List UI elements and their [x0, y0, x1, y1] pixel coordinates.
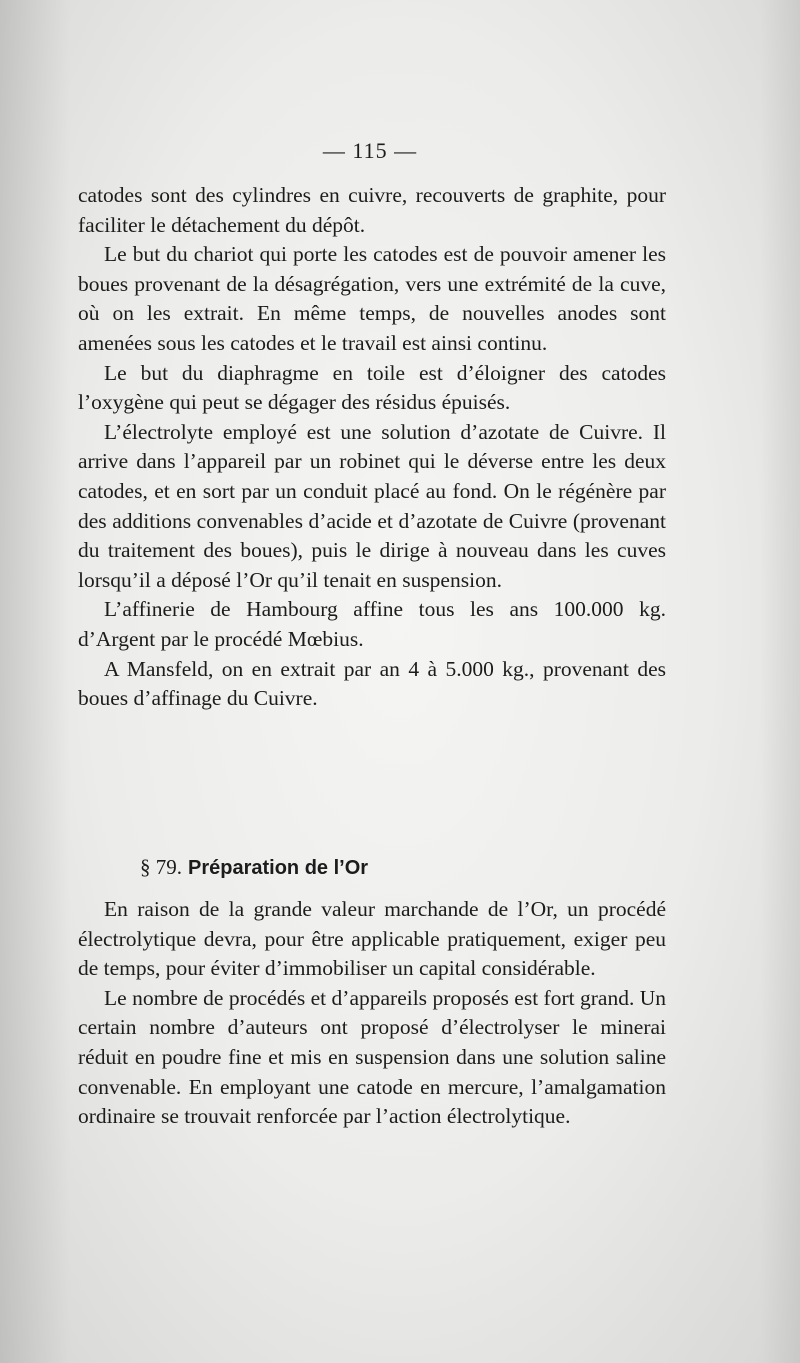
paragraph: L’affinerie de Hambourg affine tous les ans 100.000 kg. d’Argent par le procédé Mœbius. [78, 597, 666, 651]
body-text-top [78, 181, 666, 714]
paragraph: A Mansfeld, on en extrait par an 4 à 5.000 kg., provenant des boues d’affinage du Cuivre. [78, 656, 666, 711]
paragraph: Le nombre de procédés et d’appareils proposés est fort grand. Un certain nombre d’auteurs ont proposé d’électrolyser le minerai réduit en poudre fine et mis en suspension dans une solution saline convenable. En employant une catode en mercure, l’amalgamation ordinaire se trouvait renforcée par l’action électrolytique. [78, 985, 666, 1129]
section-number: § 79. [140, 855, 182, 879]
section-title: Préparation de l’Or [188, 857, 369, 879]
paragraph: L’électrolyte employé est une solution d’azotate de Cuivre. Il arrive dans l’appareil par un robinet qui le déverse entre les deux catodes, et en sort par un conduit placé au fond. On le régénère par des additions convenables d’acide et d’azotate de Cuivre (provenant du traitement des boues), puis le dirige à nouveau dans les cuves lorsqu’il a déposé l’Or qu’il tenait en suspension. [78, 419, 666, 592]
page-number: — 115 — [322, 138, 418, 163]
paragraph: Le but du chariot qui porte les catodes est de pouvoir amener les boues provenant de la désagrégation, vers une extrémité de la cuve, où on les extrait. En même temps, de nouvelles anodes sont amenées sous les catodes et le travail est ainsi continu. [78, 242, 666, 355]
body-text-bottom [78, 895, 666, 1132]
section-heading [140, 855, 560, 880]
paragraph: Le but du diaphragme en toile est d’éloigner des catodes l’oxygène qui peut se dégager des résidus épuisés. [78, 360, 666, 415]
paragraph: En raison de la grande valeur marchande de l’Or, un procédé électrolytique devra, pour être applicable pratiquement, exiger peu de temps, pour éviter d’immobiliser un capital considérable. [78, 897, 666, 981]
paragraph: catodes sont des cylindres en cuivre, recouverts de graphite, pour faciliter le détachement du dépôt. [78, 183, 666, 237]
